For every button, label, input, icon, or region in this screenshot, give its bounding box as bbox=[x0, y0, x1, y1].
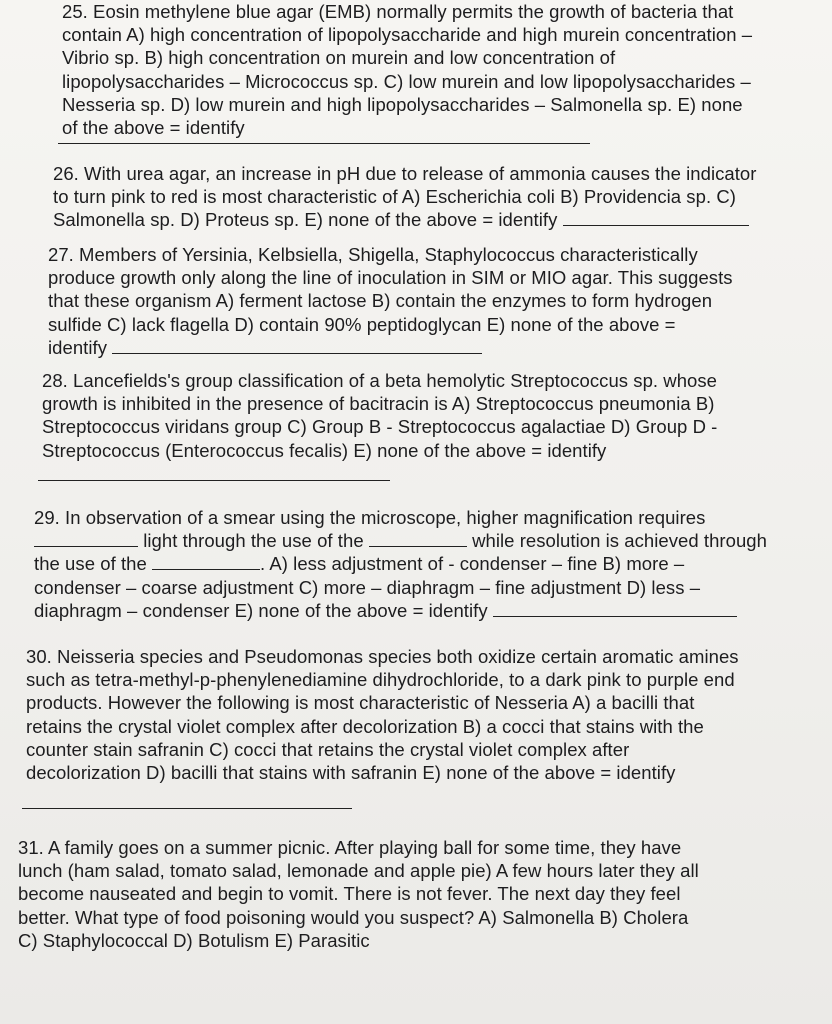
question-25-line-4: lipopolysaccharides – Micrococcus sp. C) low murein and low lipopolysaccharides – bbox=[62, 70, 751, 92]
question-29 bbox=[34, 506, 767, 622]
question-31-line-1: 31. A family goes on a summer picnic. After playing ball for some time, they have bbox=[18, 837, 682, 858]
question-29-line-2-text-a: light through the use of the bbox=[143, 530, 364, 552]
question-28-line-3: Streptococcus viridans group C) Group B - Streptococcus agalactiae D) Group D - bbox=[42, 416, 718, 438]
question-30-line-6: decolorization D) bacilli that stains with safranin E) none of the above = identify bbox=[26, 762, 676, 784]
question-26-line-2: to turn pink to red is most characteristic of A) Escherichia coli B) Providencia sp. C) bbox=[53, 186, 736, 208]
question-31-line-3: become nauseated and begin to vomit. There is not fever. The next day they feel bbox=[18, 883, 681, 905]
question-26 bbox=[53, 162, 757, 232]
question-28 bbox=[42, 369, 717, 462]
question-28-line-1: 28. Lancefields's group classification of a beta hemolytic Streptococcus sp. whose bbox=[42, 370, 718, 391]
question-29-line-2 bbox=[34, 529, 767, 552]
question-27-answer-blank[interactable] bbox=[112, 337, 482, 354]
question-29-blank-1[interactable] bbox=[34, 530, 138, 547]
question-30-line-2: such as tetra-methyl-p-phenylenediamine dihydrochloride, to a dark pink to purple end bbox=[26, 669, 735, 691]
question-25-line-6: of the above = identify bbox=[62, 117, 245, 139]
question-31-line-2: lunch (ham salad, tomato salad, lemonade and apple pie) A few hours later they all bbox=[18, 860, 699, 882]
question-30-line-5: counter stain safranin C) cocci that retains the crystal violet complex after bbox=[26, 738, 630, 760]
question-29-line-3 bbox=[34, 552, 767, 575]
question-28-line-2: growth is inhibited in the presence of bacitracin is A) Streptococcus pneumonia B) bbox=[42, 393, 715, 415]
question-26-line-3-text: Salmonella sp. D) Proteus sp. E) none of the above = identify bbox=[53, 209, 558, 231]
question-29-line-2-text-b: while resolution is achieved through bbox=[472, 530, 767, 552]
question-29-blank-2[interactable] bbox=[369, 530, 467, 547]
question-27-line-4: sulfide C) lack flagella D) contain 90% peptidoglycan E) none of the above = bbox=[48, 313, 676, 335]
question-27-line-1: 27. Members of Yersinia, Kelbsiella, Shigella, Staphylococcus characteristically bbox=[48, 244, 698, 265]
question-30-line-3: products. However the following is most characteristic of Nesseria A) a bacilli that bbox=[26, 692, 695, 714]
question-28-answer-blank[interactable] bbox=[38, 480, 390, 481]
question-27-line-3: that these organism A) ferment lactose B) contain the enzymes to form hydrogen bbox=[48, 290, 713, 312]
question-26-line-3 bbox=[53, 208, 757, 231]
question-25 bbox=[62, 0, 752, 139]
question-25-line-1: 25. Eosin methylene blue agar (EMB) normally permits the growth of bacteria that bbox=[62, 1, 734, 22]
question-27-line-5 bbox=[48, 336, 733, 359]
question-26-line-1: 26. With urea agar, an increase in pH due to release of ammonia causes the indicator bbox=[53, 163, 757, 184]
question-30 bbox=[26, 645, 739, 784]
question-31-line-4: better. What type of food poisoning would you suspect? A) Salmonella B) Cholera bbox=[18, 906, 689, 928]
question-25-answer-blank[interactable] bbox=[58, 143, 590, 144]
question-31 bbox=[18, 836, 699, 952]
question-30-answer-blank[interactable] bbox=[22, 808, 352, 809]
question-30-line-4: retains the crystal violet complex after decolorization B) a cocci that stains with the bbox=[26, 715, 704, 737]
question-29-line-3-text-b: . A) less adjustment of - condenser – fine B) more – bbox=[260, 553, 685, 575]
question-27 bbox=[48, 243, 733, 359]
question-29-answer-blank[interactable] bbox=[493, 600, 737, 617]
question-25-line-3: Vibrio sp. B) high concentration on murein and low concentration of bbox=[62, 47, 616, 69]
question-31-line-5: C) Staphylococcal D) Botulism E) Parasitic bbox=[18, 929, 370, 951]
question-26-answer-blank[interactable] bbox=[563, 209, 749, 226]
question-29-line-5-text: diaphragm – condenser E) none of the above = identify bbox=[34, 599, 488, 621]
question-29-line-4: condenser – coarse adjustment C) more – diaphragm – fine adjustment D) less – bbox=[34, 576, 701, 598]
question-27-line-2: produce growth only along the line of inoculation in SIM or MIO agar. This suggests bbox=[48, 267, 733, 289]
question-29-line-5 bbox=[34, 599, 767, 622]
question-25-line-5: Nesseria sp. D) low murein and high lipopolysaccharides – Salmonella sp. E) none bbox=[62, 93, 743, 115]
question-29-line-3-text-a: the use of the bbox=[34, 553, 147, 575]
question-25-line-2: contain A) high concentration of lipopolysaccharide and high murein concentration – bbox=[62, 24, 753, 46]
question-30-line-1: 30. Neisseria species and Pseudomonas species both oxidize certain aromatic amines bbox=[26, 646, 739, 667]
question-27-line-5-text: identify bbox=[48, 336, 108, 358]
question-29-line-1: 29. In observation of a smear using the microscope, higher magnification requires bbox=[34, 507, 706, 528]
question-29-blank-3[interactable] bbox=[152, 553, 260, 570]
question-28-line-4: Streptococcus (Enterococcus fecalis) E) none of the above = identify bbox=[42, 439, 607, 461]
